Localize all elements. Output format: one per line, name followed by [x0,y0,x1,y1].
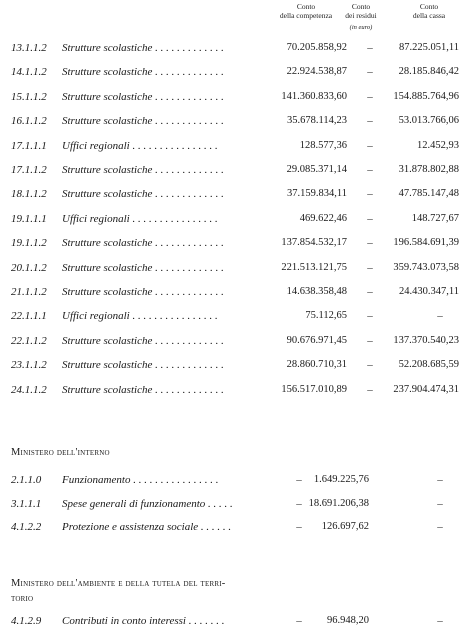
table-row [0,64,467,80]
header-cassa-line1: Conto [419,2,439,11]
table-row [0,113,467,129]
row-code: 21.1.1.2 [11,286,47,298]
row-cassa: 12.452,93 [417,139,459,151]
row-competenza: 14.638.358,48 [286,286,347,297]
row-code: 2.1.1.0 [11,474,42,486]
row-code: 4.1.2.2 [11,521,42,534]
row-competenza: – [296,615,302,627]
row-residui: – [367,188,373,201]
row-competenza: – [296,474,302,486]
row-residui: 126.697,62 [321,521,369,533]
row-label: Uffici regionali . . . . . . . . . . . . . . . . [62,139,218,152]
row-label: Strutture scolastiche . . . . . . . . . . . . . [62,188,224,201]
table-row [0,284,467,300]
row-code: 22.1.1.1 [11,310,47,323]
section-title-ambiente-line1: Ministero dell'ambiente e della tutela del terri- [11,578,226,589]
row-label: Strutture scolastiche . . . . . . . . . . . . . [62,42,224,54]
row-competenza: – [296,521,302,534]
table-row [0,235,467,251]
row-residui: – [367,42,373,54]
row-residui: – [367,359,373,372]
table-row [0,40,467,56]
row-label: Strutture scolastiche . . . . . . . . . . . . . [62,237,224,250]
row-cassa: – [437,615,443,627]
row-competenza: 75.112,65 [305,310,347,322]
section-title-ambiente [11,576,225,606]
row-code: 17.1.1.1 [11,139,47,152]
row-residui: – [367,310,373,323]
row-competenza: 28.860.710,31 [286,359,347,371]
row-residui: – [367,286,373,298]
row-label: Strutture scolastiche . . . . . . . . . . . . . [62,261,224,274]
row-cassa: – [437,474,443,486]
row-residui: – [367,66,373,79]
row-code: 14.1.1.2 [11,66,47,79]
row-residui: – [367,383,373,396]
row-competenza: – [296,497,302,510]
row-code: 13.1.1.2 [11,42,47,54]
header-unit: (in euro) [349,24,373,31]
row-code: 4.1.2.9 [11,615,42,627]
row-label: Strutture scolastiche . . . . . . . . . . . . . [62,359,224,372]
row-residui: 1.649.225,76 [313,474,369,485]
header-competenza-line2: della competenza [279,11,333,20]
table-row [0,472,467,488]
row-code: 23.1.1.2 [11,359,47,372]
row-competenza: 22.924.538,87 [286,66,347,78]
row-cassa: 87.225.051,11 [399,42,459,53]
row-cassa: 359.743.073,58 [393,261,459,273]
row-code: 24.1.1.2 [11,383,47,396]
table-row [0,333,467,349]
row-residui: – [367,90,373,103]
row-residui: 18.691.206,38 [308,497,369,509]
row-cassa: 148.727,67 [411,212,459,224]
header-cassa [398,2,460,20]
row-competenza: 37.159.834,11 [287,188,347,200]
table-row [0,138,467,154]
row-label: Uffici regionali . . . . . . . . . . . . . . . . [62,310,218,323]
row-code: 20.1.1.2 [11,261,47,274]
row-competenza: 29.085.371,14 [286,164,347,175]
row-cassa: 52.208.685,59 [398,359,459,371]
row-cassa: – [437,497,443,510]
row-code: 17.1.1.2 [11,164,47,176]
row-residui: – [367,334,373,347]
row-competenza: 128.577,36 [299,139,347,151]
row-code: 22.1.1.2 [11,334,47,347]
row-residui: – [367,261,373,274]
table-row [0,308,467,324]
row-label: Strutture scolastiche . . . . . . . . . . . . . [62,115,224,128]
row-residui: – [367,115,373,128]
row-residui: – [367,237,373,250]
row-label: Protezione e assistenza sociale . . . . . . [62,521,232,534]
row-label: Strutture scolastiche . . . . . . . . . . . . . [62,286,224,298]
header-competenza-line1: Conto [296,2,316,11]
row-code: 18.1.1.2 [11,188,47,201]
table-row [0,211,467,227]
section-title-interno: Ministero dell'interno [11,447,110,458]
row-competenza: 90.676.971,45 [286,334,347,346]
row-label: Uffici regionali . . . . . . . . . . . . . . . . [62,212,218,225]
table-row [0,357,467,373]
row-code: 19.1.1.2 [11,237,47,250]
row-competenza: 141.360.833,60 [281,90,347,102]
table-row [0,162,467,178]
row-cassa: 53.013.766,06 [398,115,459,127]
table-row [0,382,467,398]
row-code: 3.1.1.1 [11,497,42,510]
row-competenza: 70.205.858,92 [286,42,347,53]
header-residui [326,2,396,32]
row-residui: – [367,212,373,225]
row-cassa: 28.185.846,42 [398,66,459,78]
table-row [0,519,467,535]
row-cassa: 137.370.540,23 [393,334,459,346]
row-label: Strutture scolastiche . . . . . . . . . . . . . [62,383,224,396]
header-residui-line2: dei residui [345,11,377,20]
table-row [0,89,467,105]
header-residui-line1: Conto [351,2,371,11]
row-competenza: 221.513.121,75 [281,261,347,273]
row-cassa: 154.885.764,96 [393,90,459,102]
row-code: 16.1.1.2 [11,115,47,128]
table-row [0,260,467,276]
table-row [0,613,467,629]
row-cassa: 196.584.691,39 [393,237,459,249]
row-cassa: 24.430.347,11 [399,286,459,297]
row-label: Strutture scolastiche . . . . . . . . . . . . . [62,164,224,176]
row-cassa: 31.878.802,88 [398,164,459,175]
row-competenza: 137.854.532,17 [281,237,347,249]
table-row [0,496,467,512]
row-code: 19.1.1.1 [11,212,47,225]
row-label: Strutture scolastiche . . . . . . . . . . . . . [62,334,224,347]
row-competenza: 469.622,46 [299,212,347,224]
row-cassa: 47.785.147,48 [398,188,459,200]
row-residui: – [367,164,373,176]
row-competenza: 35.678.114,23 [287,115,347,127]
row-cassa: 237.904.474,31 [393,383,459,395]
row-competenza: 156.517.010,89 [281,383,347,395]
row-residui: 96.948,20 [327,615,369,626]
row-residui: – [367,139,373,152]
row-label: Contributi in conto interessi . . . . . . . [62,615,225,627]
table-row [0,186,467,202]
section-title-ambiente-line2: torio [11,593,34,604]
header-cassa-line2: della cassa [412,11,446,20]
row-label: Spese generali di funzionamento . . . . . [62,497,233,510]
row-cassa: – [437,521,443,534]
row-cassa: – [437,310,443,323]
row-label: Strutture scolastiche . . . . . . . . . . . . . [62,66,224,79]
row-label: Strutture scolastiche . . . . . . . . . . . . . [62,90,224,103]
row-code: 15.1.1.2 [11,90,47,103]
row-label: Funzionamento . . . . . . . . . . . . . . . . [62,474,219,486]
